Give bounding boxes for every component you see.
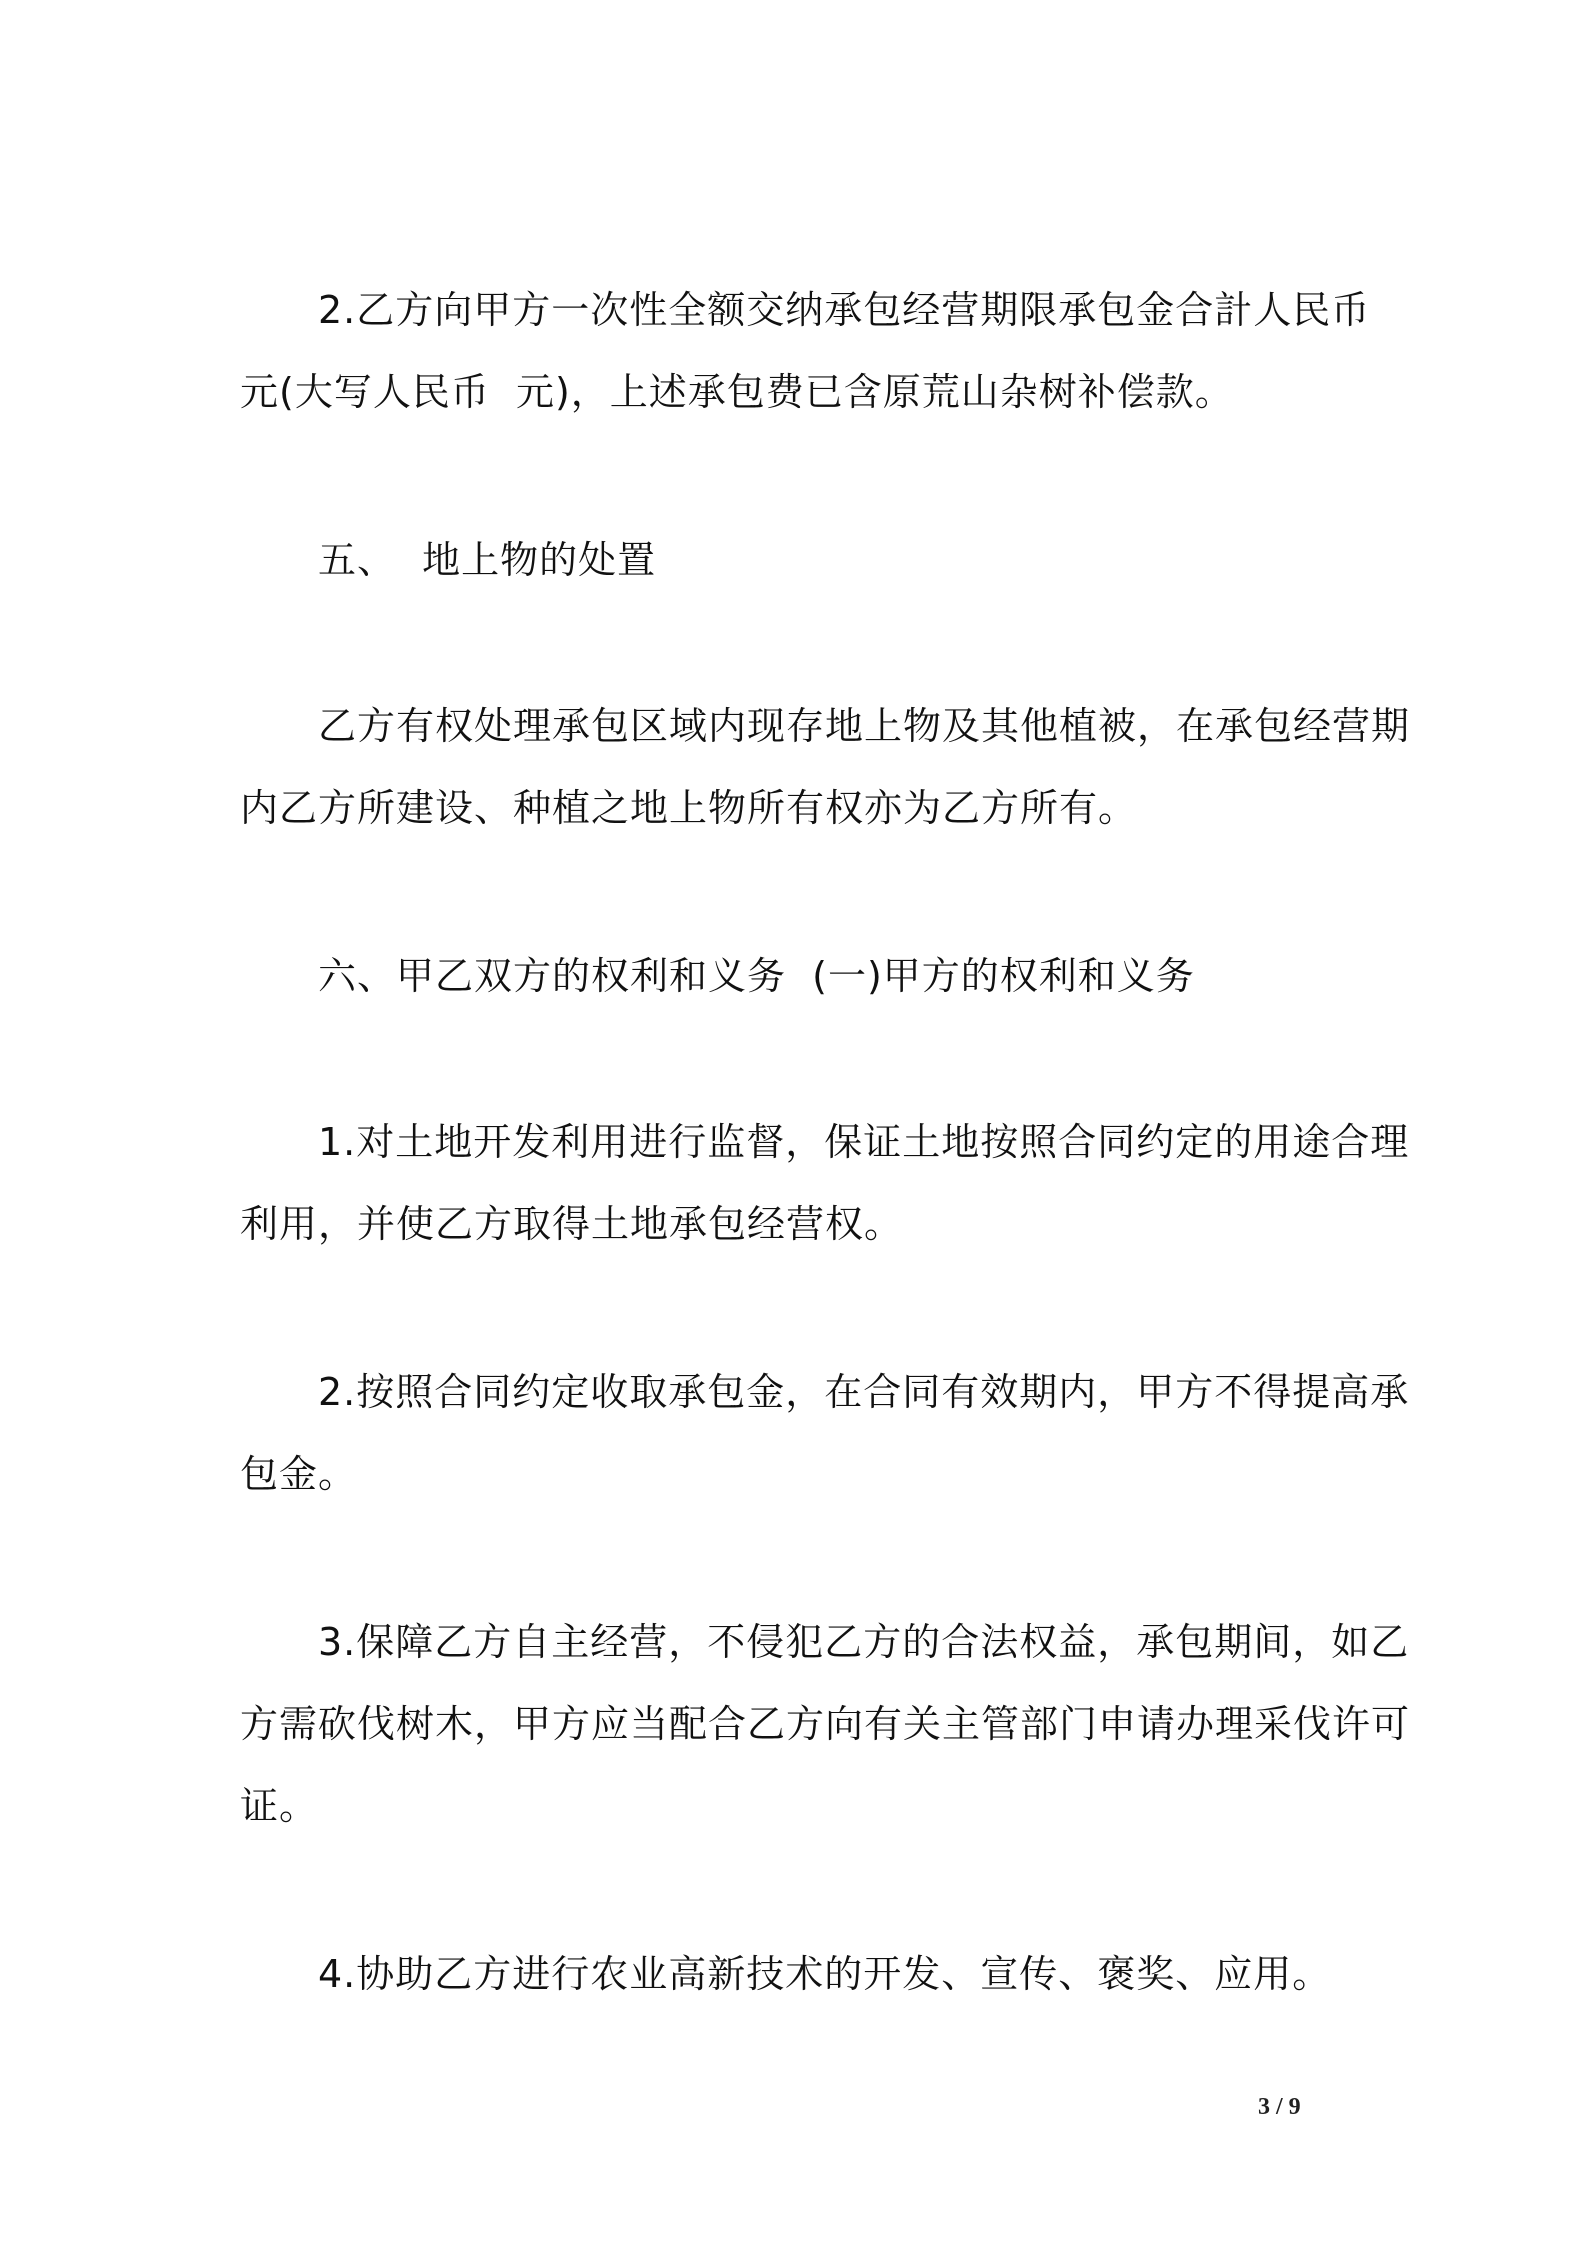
paragraph-line: 3.保障乙方自主经营，不侵犯乙方的合法权益，承包期间，如乙 [318, 1620, 1410, 1664]
paragraph-line: 包金。 [240, 1452, 358, 1496]
paragraph-line: 利用，并使乙方取得土地承包经营权。 [240, 1202, 904, 1246]
paragraph-line: 证。 [240, 1784, 319, 1828]
section-heading: 五、 地上物的处置 [318, 538, 657, 582]
section-heading: 六、甲乙双方的权利和义务 (一)甲方的权利和义务 [318, 954, 1195, 998]
paragraph-line: 元(大写人民币 元)，上述承包费已含原荒山杂树补偿款。 [240, 370, 1234, 414]
paragraph-line: 内乙方所建设、种植之地上物所有权亦为乙方所有。 [240, 786, 1138, 830]
paragraph-line: 2.按照合同约定收取承包金，在合同有效期内，甲方不得提高承 [318, 1370, 1410, 1414]
page-number: 3 / 9 [1258, 2094, 1301, 2120]
paragraph-line: 4.协助乙方进行农业高新技术的开发、宣传、褒奖、应用。 [318, 1952, 1332, 1996]
paragraph-line: 方需砍伐树木，甲方应当配合乙方向有关主管部门申请办理采伐许可 [240, 1702, 1411, 1746]
paragraph-line: 2.乙方向甲方一次性全额交纳承包经营期限承包金合計人民币 [318, 288, 1371, 332]
paragraph-line: 乙方有权处理承包区域内现存地上物及其他植被，在承包经营期 [318, 704, 1411, 748]
paragraph-line: 1.对土地开发利用进行监督，保证土地按照合同约定的用途合理 [318, 1120, 1410, 1164]
